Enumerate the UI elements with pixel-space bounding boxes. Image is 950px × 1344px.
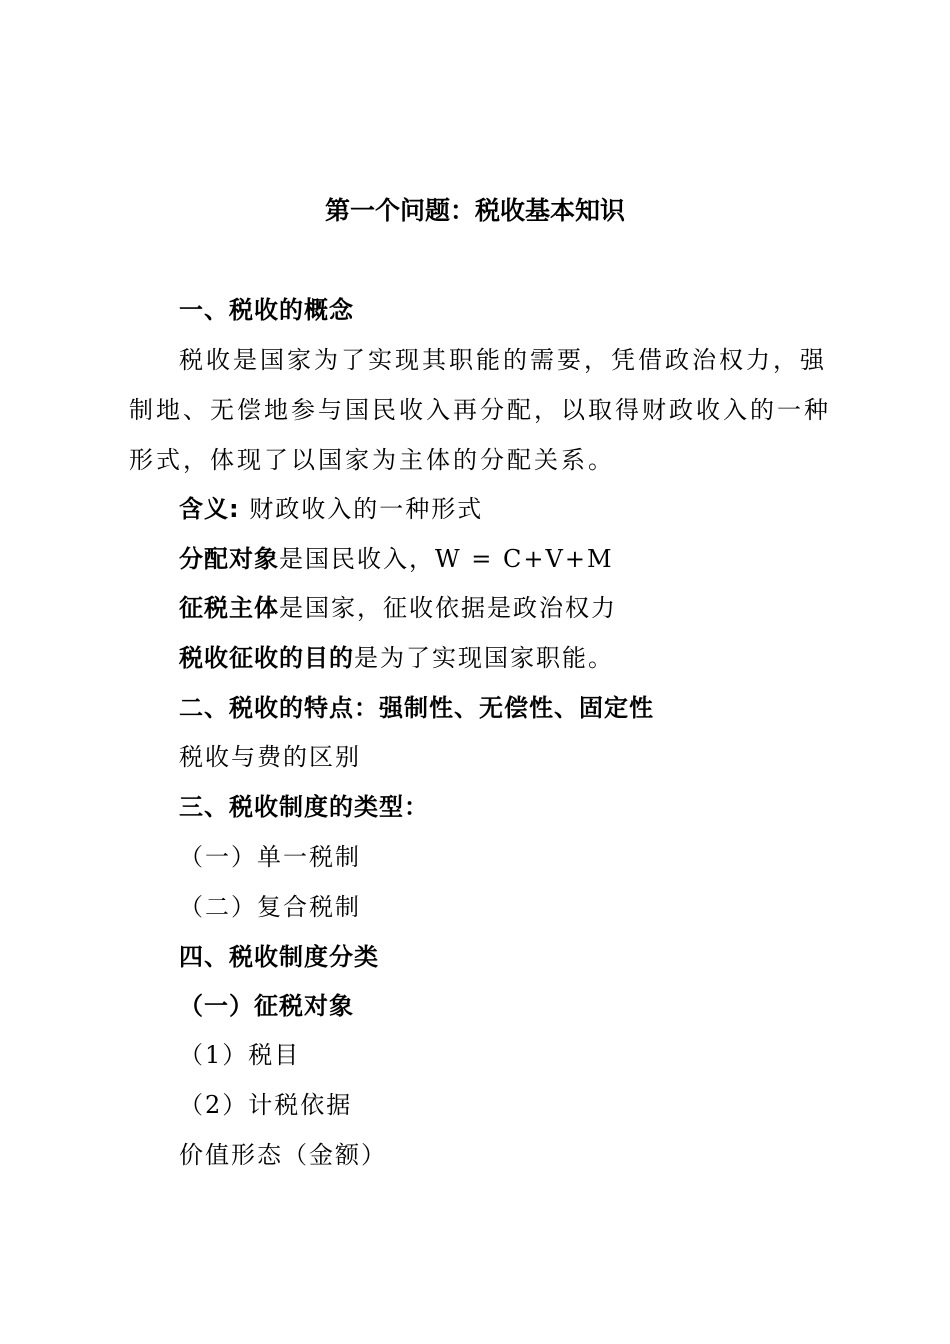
distribution-object-text: 是国民收入，W = C+V+M [279, 545, 614, 573]
section-heading-concept: 一、税收的概念 [179, 296, 354, 324]
section-heading-classification: 四、税收制度分类 [179, 943, 379, 971]
concept-paragraph: 税收是国家为了实现其职能的需要，凭借政治权力，强制地、无偿地参与国民收入再分配，以取得财政收入的一种形式，体现了以国家为主体的分配关系。 [129, 346, 831, 474]
section-heading-types: 三、税收制度的类型： [179, 793, 429, 821]
section-heading-features: 二、税收的特点：强制性、无偿性、固定性 [179, 694, 654, 722]
definition-text: 财政收入的一种形式 [239, 495, 484, 523]
tax-subject-label: 征税主体 [179, 594, 279, 622]
page-title: 第一个问题：税收基本知识 [324, 196, 625, 225]
compound-tax-system-item: （二）复合税制 [179, 893, 361, 921]
distribution-object-item [179, 542, 614, 576]
tax-subject-item [179, 591, 617, 625]
tax-purpose-label: 税收征收的目的 [179, 644, 354, 672]
tax-basis-entry: （2）计税依据 [179, 1091, 353, 1119]
tax-purpose-text: 是为了实现国家职能。 [354, 644, 614, 672]
value-form-entry: 价值形态（金额） [179, 1141, 387, 1169]
distribution-object-label: 分配对象 [179, 545, 279, 573]
subheading-tax-object: （一）征税对象 [179, 992, 354, 1020]
single-tax-system-item: （一）单一税制 [179, 843, 361, 871]
tax-vs-fee-text: 税收与费的区别 [179, 743, 361, 771]
definition-item [179, 492, 483, 526]
tax-item-entry: （1）税目 [179, 1041, 301, 1069]
tax-subject-text: 是国家，征收依据是政治权力 [279, 594, 617, 622]
tax-purpose-item [179, 641, 614, 675]
definition-label: 含义: [179, 495, 240, 523]
